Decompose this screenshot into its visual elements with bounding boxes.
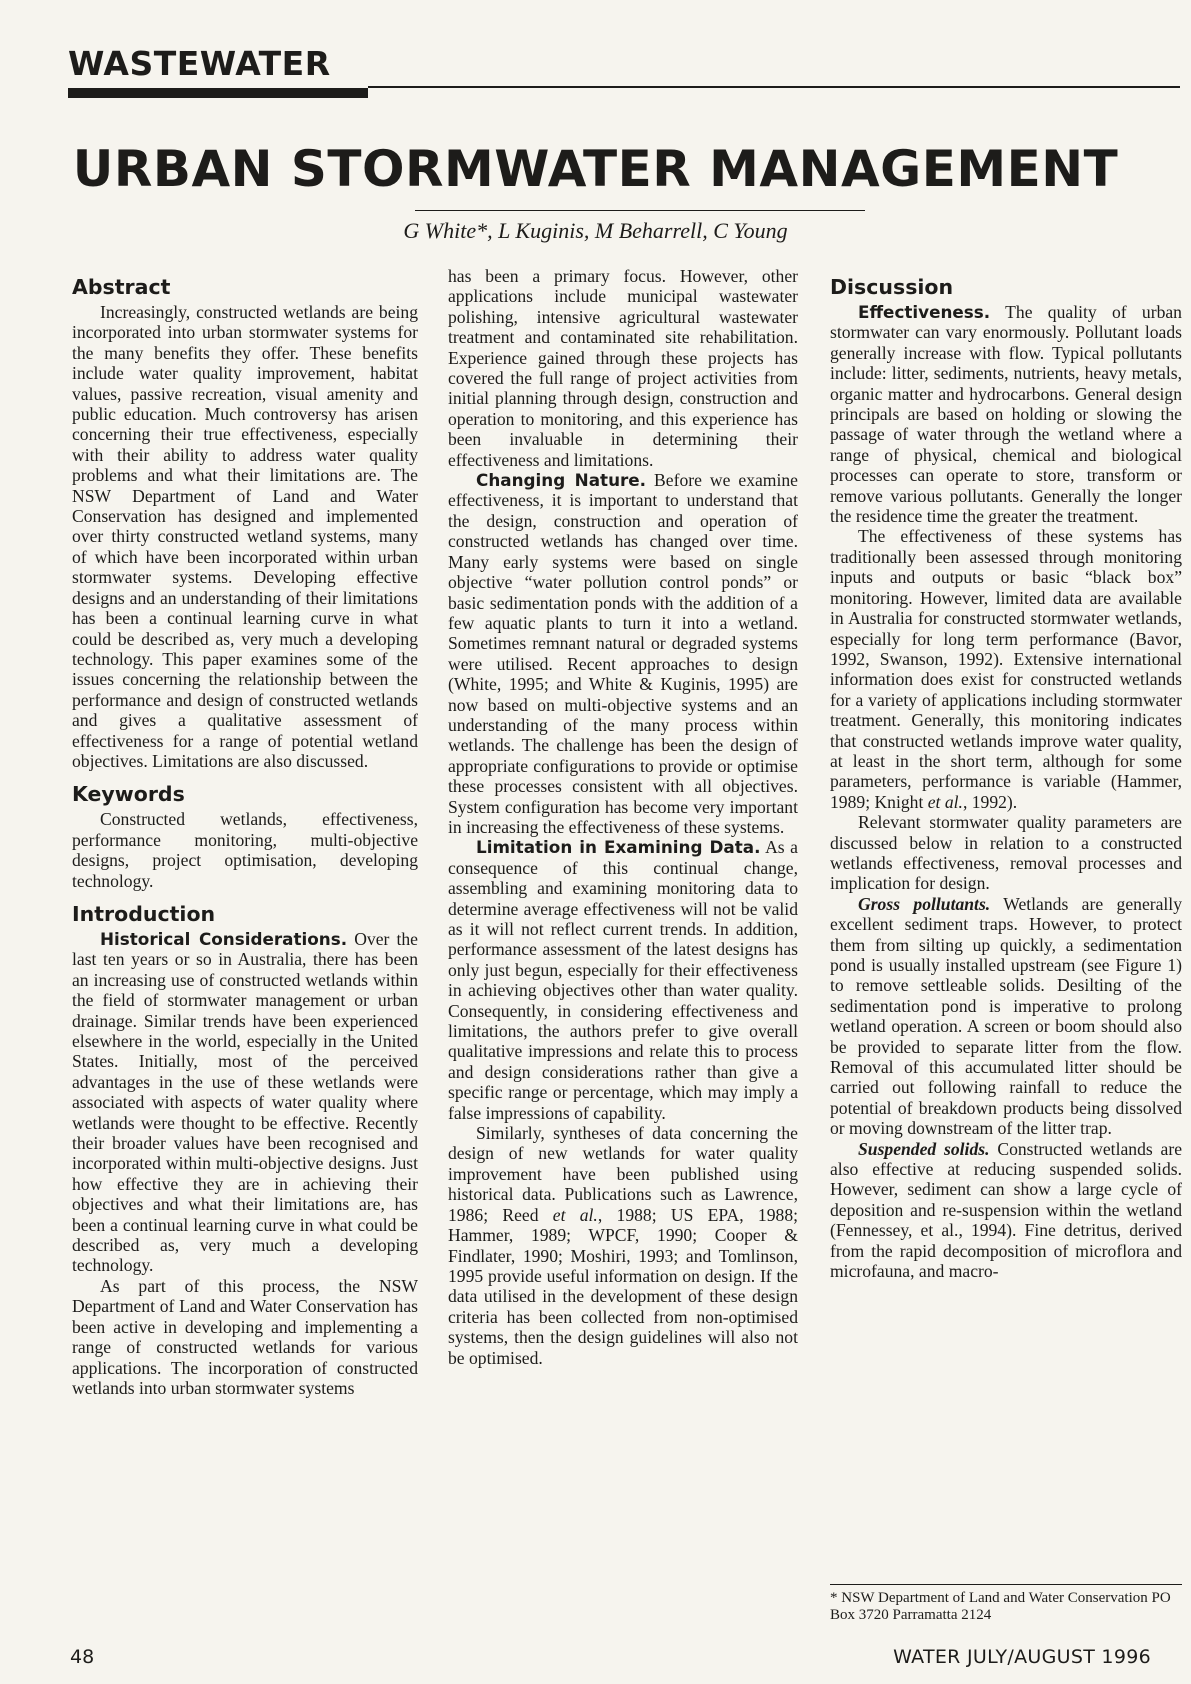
header-rule-thick [68,88,368,98]
effectiveness-subhead: Effectiveness. [858,302,991,322]
intro-paragraph-1 [72,929,418,1276]
intro-paragraph-6-etal: et al. [552,1204,598,1225]
footnote-rule [830,1584,1182,1585]
discussion-paragraph-1 [830,302,1182,526]
author-byline: G White*, L Kuginis, M Beharrell, C Young [403,218,788,243]
discussion-paragraph-5-text: Constructed wetlands are also effective at reducing suspended solids. However, sediment can show a large cycle of deposition and re-suspension within the wetland (Fennessey, et al., 1994). Fine detritus, derived from the rapid decomposition of microflora and microfauna, and macro- [830,1138,1183,1282]
discussion-paragraph-3: Relevant stormwater quality parameters are discussed below in relation to a constructed wetlands effectiveness, removal processes and implication for design. [830,812,1182,894]
intro-paragraph-2: As part of this process, the NSW Department of Land and Water Conservation has been active in developing and implementing a range of constructed wetlands for various applications. The incorporation of constructed wetlands into urban stormwater systems [72,1275,418,1398]
discussion-paragraph-1-text: The quality of urban stormwater can vary enormously. Pollutant loads generally increase with flow. Typical pollutants include: litter, sediments, nutrients, heavy metals, organic matter and hydrocarbons. General design principals are based on holding or slowing the passage of water through the wetland where a range of physical, chemical and biological processes can operate to store, transform or remove various pollutants. Generally the longer the residence time the greater the treatment. [830,302,1182,527]
page-number: 48 [70,1646,95,1668]
column-3 [830,274,1182,1282]
historical-considerations-subhead: Historical Considerations. [100,928,348,949]
discussion-paragraph-4-text: Wetlands are generally excellent sediment traps. However, to protect them from silting up quickly, a sedimentation pond is usually installed upstream (see Figure 1) to remove settleable solids. Desilting of the sedimentation pond is imperative to prolong wetland operation. A screen or boom should also be provided to separate litter from the flow. Removal of this accumulated litter should be carried out following rainfall to reduce the potential of breakdown products being dissolved or moving downstream of the litter trap. [830,893,1182,1139]
header-rule-thin [368,86,1180,88]
keywords-text: Constructed wetlands, effectiveness, performance monitoring, multi-objective designs, project optimisation, developing technology. [72,809,418,891]
limitation-data-subhead: Limitation in Examining Data. [476,837,761,858]
discussion-paragraph-2-post: , 1992). [962,791,1018,812]
intro-paragraph-1-text: Over the last ten years or so in Australia, there has been an increasing use of constructed wetlands within the field of stormwater management or urban drainage. Similar trends have been experienced elsewhere in the world, especially in the United States. Initially, most of the perceived advantages in the use of these wetlands were associated with aspects of water quality where wetlands were thought to be effective. Recently their broader values have been recognised and incorporated within multi-objective designs. Just how effective they are in achieving their objectives and what their limitations are, has been a continual learning curve in what could be described as, very much a developing technology. [72,928,418,1276]
introduction-heading: Introduction [72,901,216,926]
byline-rule [415,210,865,211]
keywords-heading: Keywords [72,782,185,807]
abstract-heading: Abstract [72,275,171,299]
column-1 [72,274,418,1398]
intro-paragraph-4 [448,470,798,837]
article-title: URBAN STORMWATER MANAGEMENT [72,140,1119,198]
changing-nature-subhead: Changing Nature. [476,470,647,491]
discussion-paragraph-2 [830,526,1182,812]
intro-paragraph-4-text: Before we examine effectiveness, it is important to understand that the design, construction and operation of constructed wetlands has changed over time. Many early systems were based on single objective “water pollution control ponds” or basic sedimentation ponds with the addition of a few aquatic plants to turn it into a wetland. Sometimes remnant natural or degraded systems were utilised. Recent approaches to design (White, 1995; and White & Kuginis, 1995) are now based on multi-objective systems and an understanding of the many process within wetlands. The challenge has been the design of appropriate configurations to provide or optimise these processes consistent with all objectives. System configuration has become very important in increasing the effectiveness of these systems. [448,470,798,837]
section-label: WASTEWATER [68,44,331,83]
discussion-paragraph-2-etal: et al. [927,791,963,812]
intro-paragraph-5 [448,837,798,1123]
intro-paragraph-6-post: , 1988; US EPA, 1988; Hammer, 1989; WPCF, 1990; Cooper & Findlater, 1990; Moshiri, 1993; and Tomlinson, 1995 provide useful information on design. If the data utilised in the development of these design criteria has been collected from non-optimised systems, then the design guidelines will also not be optimised. [448,1204,798,1368]
author-affiliation-footnote: * NSW Department of Land and Water Conservation PO Box 3720 Parramatta 2124 [830,1590,1171,1623]
abstract-text: Increasingly, constructed wetlands are being incorporated into urban stormwater systems for the many benefits they offer. These benefits include water quality improvement, habitat values, passive recreation, visual amenity and public education. Much controversy has arisen concerning their true effectiveness, especially with their ability to address water quality problems and what their limitations are. The NSW Department of Land and Water Conservation has designed and implemented over thirty constructed wetland systems, many of which have been incorporated within urban stormwater systems. Developing effective designs and an understanding of their limitations has been a continual learning curve in what could be described as, very much a developing technology. This paper examines some of the issues concerning the relationship between the performance and design of constructed wetlands and gives a qualitative assessment of effectiveness for a range of potential wetland objectives. Limitations are also discussed. [72,302,418,771]
intro-paragraph-6 [448,1123,798,1368]
intro-paragraph-6-pre: Similarly, syntheses of data concerning the design of new wetlands for water quality improvement have been published using historical data. Publications such as Lawrence, 1986; Reed [448,1123,798,1225]
discussion-paragraph-2-pre: The effectiveness of these systems has traditionally been assessed through monitoring inputs and outputs or basic “black box” monitoring. However, limited data are available in Australia for constructed stormwater wetlands, especially for long term performance (Bavor, 1992, Swanson, 1992). Extensive international information does exist for constructed wetlands for a variety of applications including stormwater treatment. Generally, this monitoring indicates that constructed wetlands improve water quality, at least in the short term, although for some parameters, performance is variable (Hammer, 1989; Knight [830,526,1182,812]
gross-pollutants-subhead: Gross pollutants. [858,893,991,914]
column-2 [448,266,798,1368]
intro-paragraph-3: has been a primary focus. However, other applications include municipal wastewater polishing, intensive agricultural wastewater treatment and contaminated site rehabilitation. Experience gained through these projects has covered the full range of project activities from initial planning through design, construction and operation to monitoring, and this experience has been invaluable in determining their effectiveness and limitations. [448,266,798,470]
suspended-solids-subhead: Suspended solids. [858,1138,990,1159]
discussion-paragraph-5 [830,1139,1182,1282]
discussion-heading: Discussion [830,275,954,299]
intro-paragraph-5-text: As a consequence of this continual change, assembling and examining monitoring data to determine average effectiveness will not be valid as it will not reflect current trends. In addition, performance assessment of the latest designs has only just begun, especially for their effectiveness in achieving objectives other than water quality. Consequently, in considering effectiveness and limitations, the authors prefer to give overall qualitative impressions and relate this to process and design considerations rather than give a specific range or percentage, which may imply a false impressions of capability. [448,837,798,1123]
discussion-paragraph-4 [830,894,1182,1139]
issue-info: WATER JULY/AUGUST 1996 [893,1646,1151,1668]
